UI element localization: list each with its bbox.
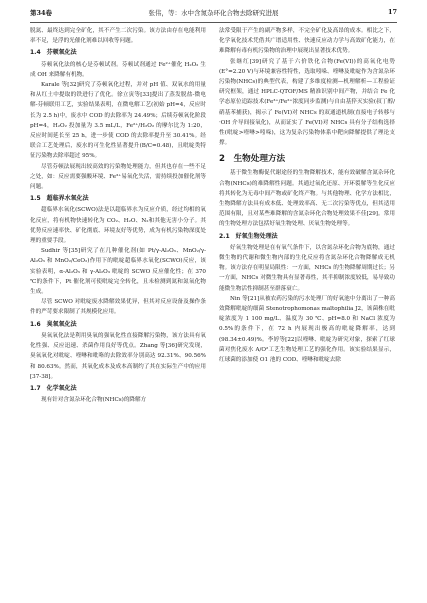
paragraph: 现有针对含氮杂环化合物(NHCs)的降解方 (41, 397, 147, 404)
paragraph: Sudhir 等[35]研究了在几种催化剂(如 Pt/γ-Al₂O₃、MnO₂/γ-Al₂O₃ 和 MnO₂/CeO₂)作用下的吡啶超临界水氧化(SCWO)反应，该实验表明，α-Al₂O₃ 和 γ-Al₂O₃ 吡啶的 SCWO 反应催化性；在 370 ℃的条件下，Pt 催化剂可使吡啶完全转化，且未检测到氮和氮氧化物生成。 (30, 248, 206, 296)
paragraph: 尽管芬顿法展现出较高效的污染物处理能力，但其也存在一些不足之处，如：反应需要强酸环境、Fe³⁺易氧化失活，需持续投加催化剂等问题。 (30, 163, 206, 191)
paragraph: Karale 等[32]研究了芬顿氧化过程，并对 pH 值、双氧水的用量和从红土中提取的铁进行了优化。徐立寅等[33]提出了蒸发脱盐-微电解-芬顿联用工艺，实验结果表明，在微电解工艺(初始 pH=4，反应时长为 2.5 h)中，废水中 COD 的去除率为 24.49%；后续芬顿氧化阶段 pH=4，H₂O₂ 投加量为 3.5 mL/L，Fe²⁺/H₂O₂ 的摩尔比为 1:20，反应时间延长至 25 h，进一步使 COD 的去除率提升至 30.41%。经联合工艺处理后，废水的可生化性显著提升(B/C=0.48)，且吡啶类特征污染物去除率超过 95%。 (30, 82, 206, 160)
paragraph: 臭氧氧化法是利用臭氧的强氧化性直接降解污染物，该方法具有氧化性强、反应迅速、杀菌作用良好等优点。Zhang 等[36]研究发现，臭氧氧化对吡啶、喹啉和吡咯的去除效率分别高达 92.31%、90.56%和 80.63%。然而，其氧化成本及成本高制约了其在实际生产中的应用[37-38]。 (30, 332, 206, 380)
volume-label: 第34卷 (30, 9, 53, 17)
section-heading-1-7: 1.7 化学氧化法 (30, 384, 77, 392)
section-heading-2-1: 2.1 好氧生物处理法 (219, 232, 278, 240)
right-column (219, 26, 395, 596)
paragraph: 张继红[39]研究了基于六价铁化合物(Fe(VI))的高氧化电势(E°=2.20 V)与环境兼容性特性，选取吲哚、喹啉及吡啶作为含氮杂环污染物(NHCs)的典型代表，构建了多维度检测—机理解析—工程验证研究框架，通过 HPLC-QTOF/MS 精准识别中间产物，并结合 Fe 化学态原位追踪技术(Fe³⁺/Fe²⁺浓度同步监测)与自由基猝灭实验(叔丁醇/硝基苯捕获)，揭示了 Fe(VI)对 NHCs 的双通道机制(直接电子转移与·OH 介导间接氧化)，从而证实了 Fe(VI)对 NHCs 具有分子结构选择性(吡啶>喹啉>吲哚)，这为复杂污染物体系中靶向降解提供了理论支撑。 (219, 58, 395, 147)
section-heading-1-5: 1.5 超临界水氧化法 (30, 195, 89, 203)
paragraph: 脱氮、最终达到完全矿化，其不产生二次污染。该方法由存在电能利用率不足，是浮的光催化剂难以回收等问题。 (30, 28, 206, 45)
running-title: 张伟，等：水中含氮杂环化合物去除研究进展 (148, 9, 279, 17)
paragraph: 尽管 SCWO 对吡啶废水降解效果优异，但其对反应设备及操作条件的严苛要求限制了其规模化应用。 (30, 299, 206, 316)
page-number: 17 (387, 8, 397, 16)
section-heading-1-4: 1.4 芬顿氧化法 (30, 49, 77, 57)
paragraph: 法常受限于产生的副产物多样，不完全矿化及高昂的成本。相比之下，化学氧化技术凭借其广谱适用性、快速反应动力学与高效矿化能力，在难降解有毒有机污染物的治理中展现出显著技术优势。 (219, 28, 395, 55)
left-column (30, 26, 206, 596)
header-rule (30, 22, 397, 23)
section-heading-1-6: 1.6 臭氧氧化法 (30, 320, 77, 328)
paragraph: 芬顿氧化法的核心是芬顿试剂。芬顿试剂通过 Fe²⁺催化 H₂O₂ 生成 OH 来降解有机物。 (30, 61, 206, 78)
running-header (30, 8, 397, 20)
paragraph: 超临界水氧化(SCWO)法是以超临界水为反应介质，经过均相的氧化反应，将有机物快速转化为 CO₂、H₂O、N₂和其他无害小分子。其优势反应速率快、矿化彻底、环境友好等优势，成为有机污染物深度处理的重要手段。 (30, 207, 206, 245)
paragraph: Nin 等[21]从被农药污染的污水处理厂的好氧池中分离出了一种高效降解吡啶的细菌 Stenotrophomonas maltophilia J2，该菌株在吡啶浓度为 1 100 mg/L、温度为 30 ℃、pH=8.0 和 NaCl 浓度为 0.5%的条件下，在 72 h 内展现出极高的吡啶降解率，达到(98.34±0.49)%。李婷等[22]以喹啉、吡啶为研究对象，探索了红球菌对焦化废水 A/O²工艺生物处理工艺的强化作用。该实验结果显示，红球菌的添加使 O1 池的 COD、喹啉和吡啶去除 (219, 295, 395, 364)
section-heading-2: 2 生物处理方法 (219, 154, 286, 165)
paragraph: 好氧生物处理是在有氧气条件下，以含氮杂环化合物为底物，通过微生物的代谢和微生物内部的生化反应将含氮杂环化合物降解成无机物。该方法存在明显局限性：一方面，NHCs 的生物降解周期过长；另一方面，NHCs 对微生物具有显著毒性，其半抑制浓度较低，易导致功能微生物活性抑制甚至群落衰亡。 (219, 244, 395, 292)
paragraph: 基于微生物酶促代谢途径的生物降解技术，能有效破解含氮杂环化合物(NHCs)的难降解性问题。其通过氧化还原、开环裂解等生化反应将其转化为无毒中间产物或矿化终产物。与其他物理、化学方法相比，生物降解方法具有成本低、处理效率高、无二次污染等优点，但其适用范围有限，且对某些难降解的含氮杂环化合物处理效果不佳[29]。常用的生物处理方法包括好氧生物处理、厌氧生物处理等。 (219, 170, 395, 228)
